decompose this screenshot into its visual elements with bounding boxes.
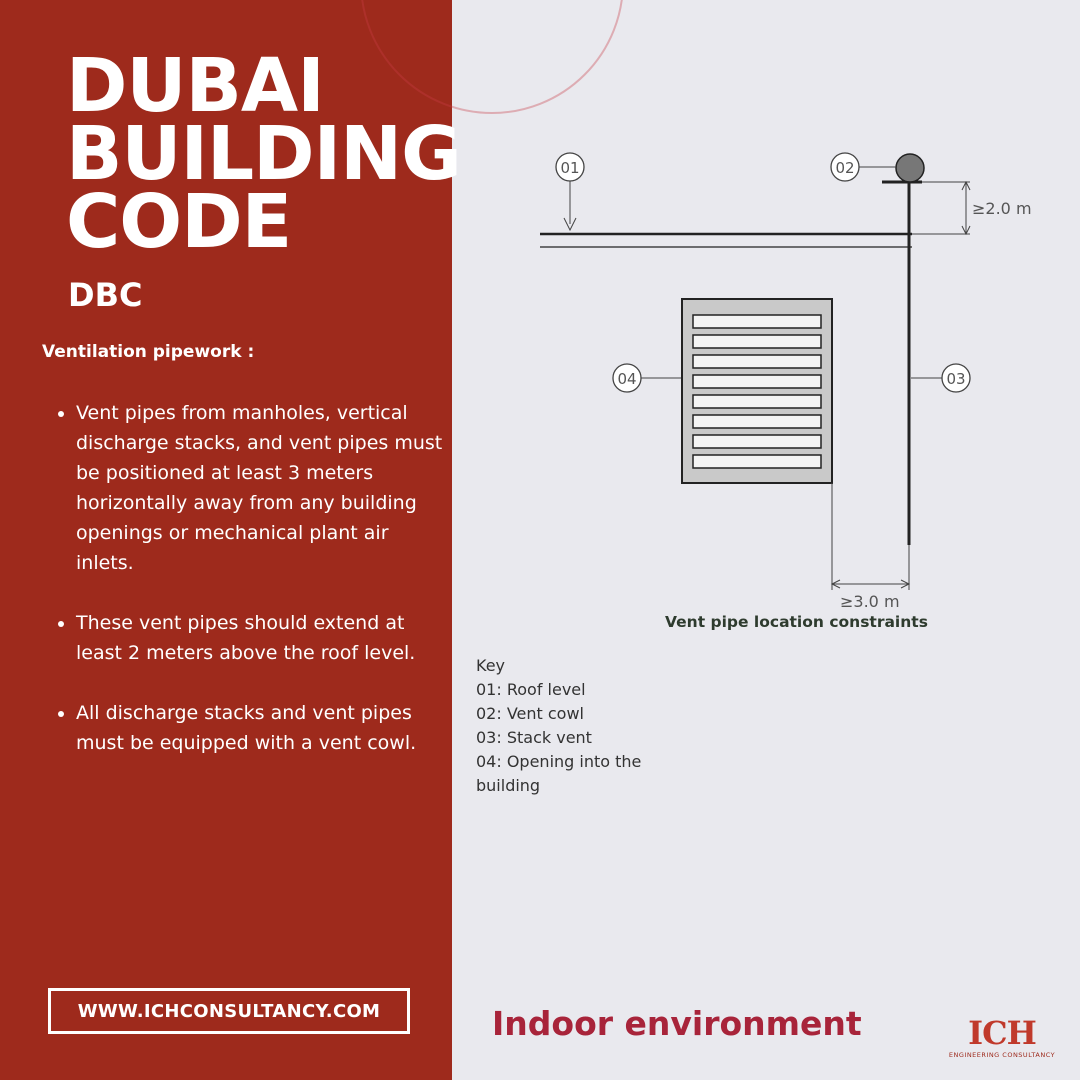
building-opening-grille bbox=[682, 299, 832, 483]
key-item: 04: Opening into the building bbox=[476, 752, 642, 795]
callout-03-label: 03 bbox=[946, 370, 966, 388]
diagram-key bbox=[476, 654, 646, 798]
logo-letters: ICH bbox=[968, 1014, 1036, 1052]
footer-topic: Indoor environment bbox=[492, 1004, 862, 1043]
vent-pipe-diagram bbox=[452, 0, 1080, 620]
dimension-vertical bbox=[912, 182, 970, 234]
diagram-caption: Vent pipe location constraints bbox=[665, 613, 928, 631]
callout-04-label: 04 bbox=[617, 370, 637, 388]
bullet-item: • These vent pipes should extend at least 2 meters above the roof level. bbox=[76, 608, 446, 668]
page-title bbox=[66, 43, 461, 265]
bullet-item: • Vent pipes from manholes, vertical discharge stacks, and vent pipes must be positioned at least 3 meters horizontally away from any building openings or mechanical plant air inlets. bbox=[76, 398, 446, 578]
dimension-horizontal-label: ≥3.0 m bbox=[840, 592, 900, 611]
callout-02-label: 02 bbox=[835, 159, 855, 177]
key-item: 03: Stack vent bbox=[476, 728, 592, 747]
logo-subtext: ENGINEERING CONSULTANCY bbox=[948, 1051, 1056, 1059]
title-line-1: DUBAI bbox=[66, 43, 324, 129]
company-logo bbox=[940, 1016, 1064, 1064]
website-link[interactable]: WWW.ICHCONSULTANCY.COM bbox=[48, 988, 410, 1034]
key-item: 02: Vent cowl bbox=[476, 704, 584, 723]
vent-cowl-icon bbox=[896, 154, 924, 182]
title-line-2: BUILDING bbox=[66, 111, 461, 197]
bullet-item: • All discharge stacks and vent pipes must be equipped with a vent cowl. bbox=[76, 698, 446, 758]
dimension-horizontal bbox=[832, 483, 909, 590]
bullet-list bbox=[46, 398, 446, 788]
key-item: 01: Roof level bbox=[476, 680, 586, 699]
title-line-3: CODE bbox=[66, 179, 292, 265]
subtitle: DBC bbox=[68, 276, 143, 314]
section-heading: Ventilation pipework : bbox=[42, 342, 255, 362]
key-heading: Key bbox=[476, 656, 506, 675]
dimension-vertical-label: ≥2.0 m bbox=[972, 199, 1032, 218]
callout-01-label: 01 bbox=[560, 159, 580, 177]
